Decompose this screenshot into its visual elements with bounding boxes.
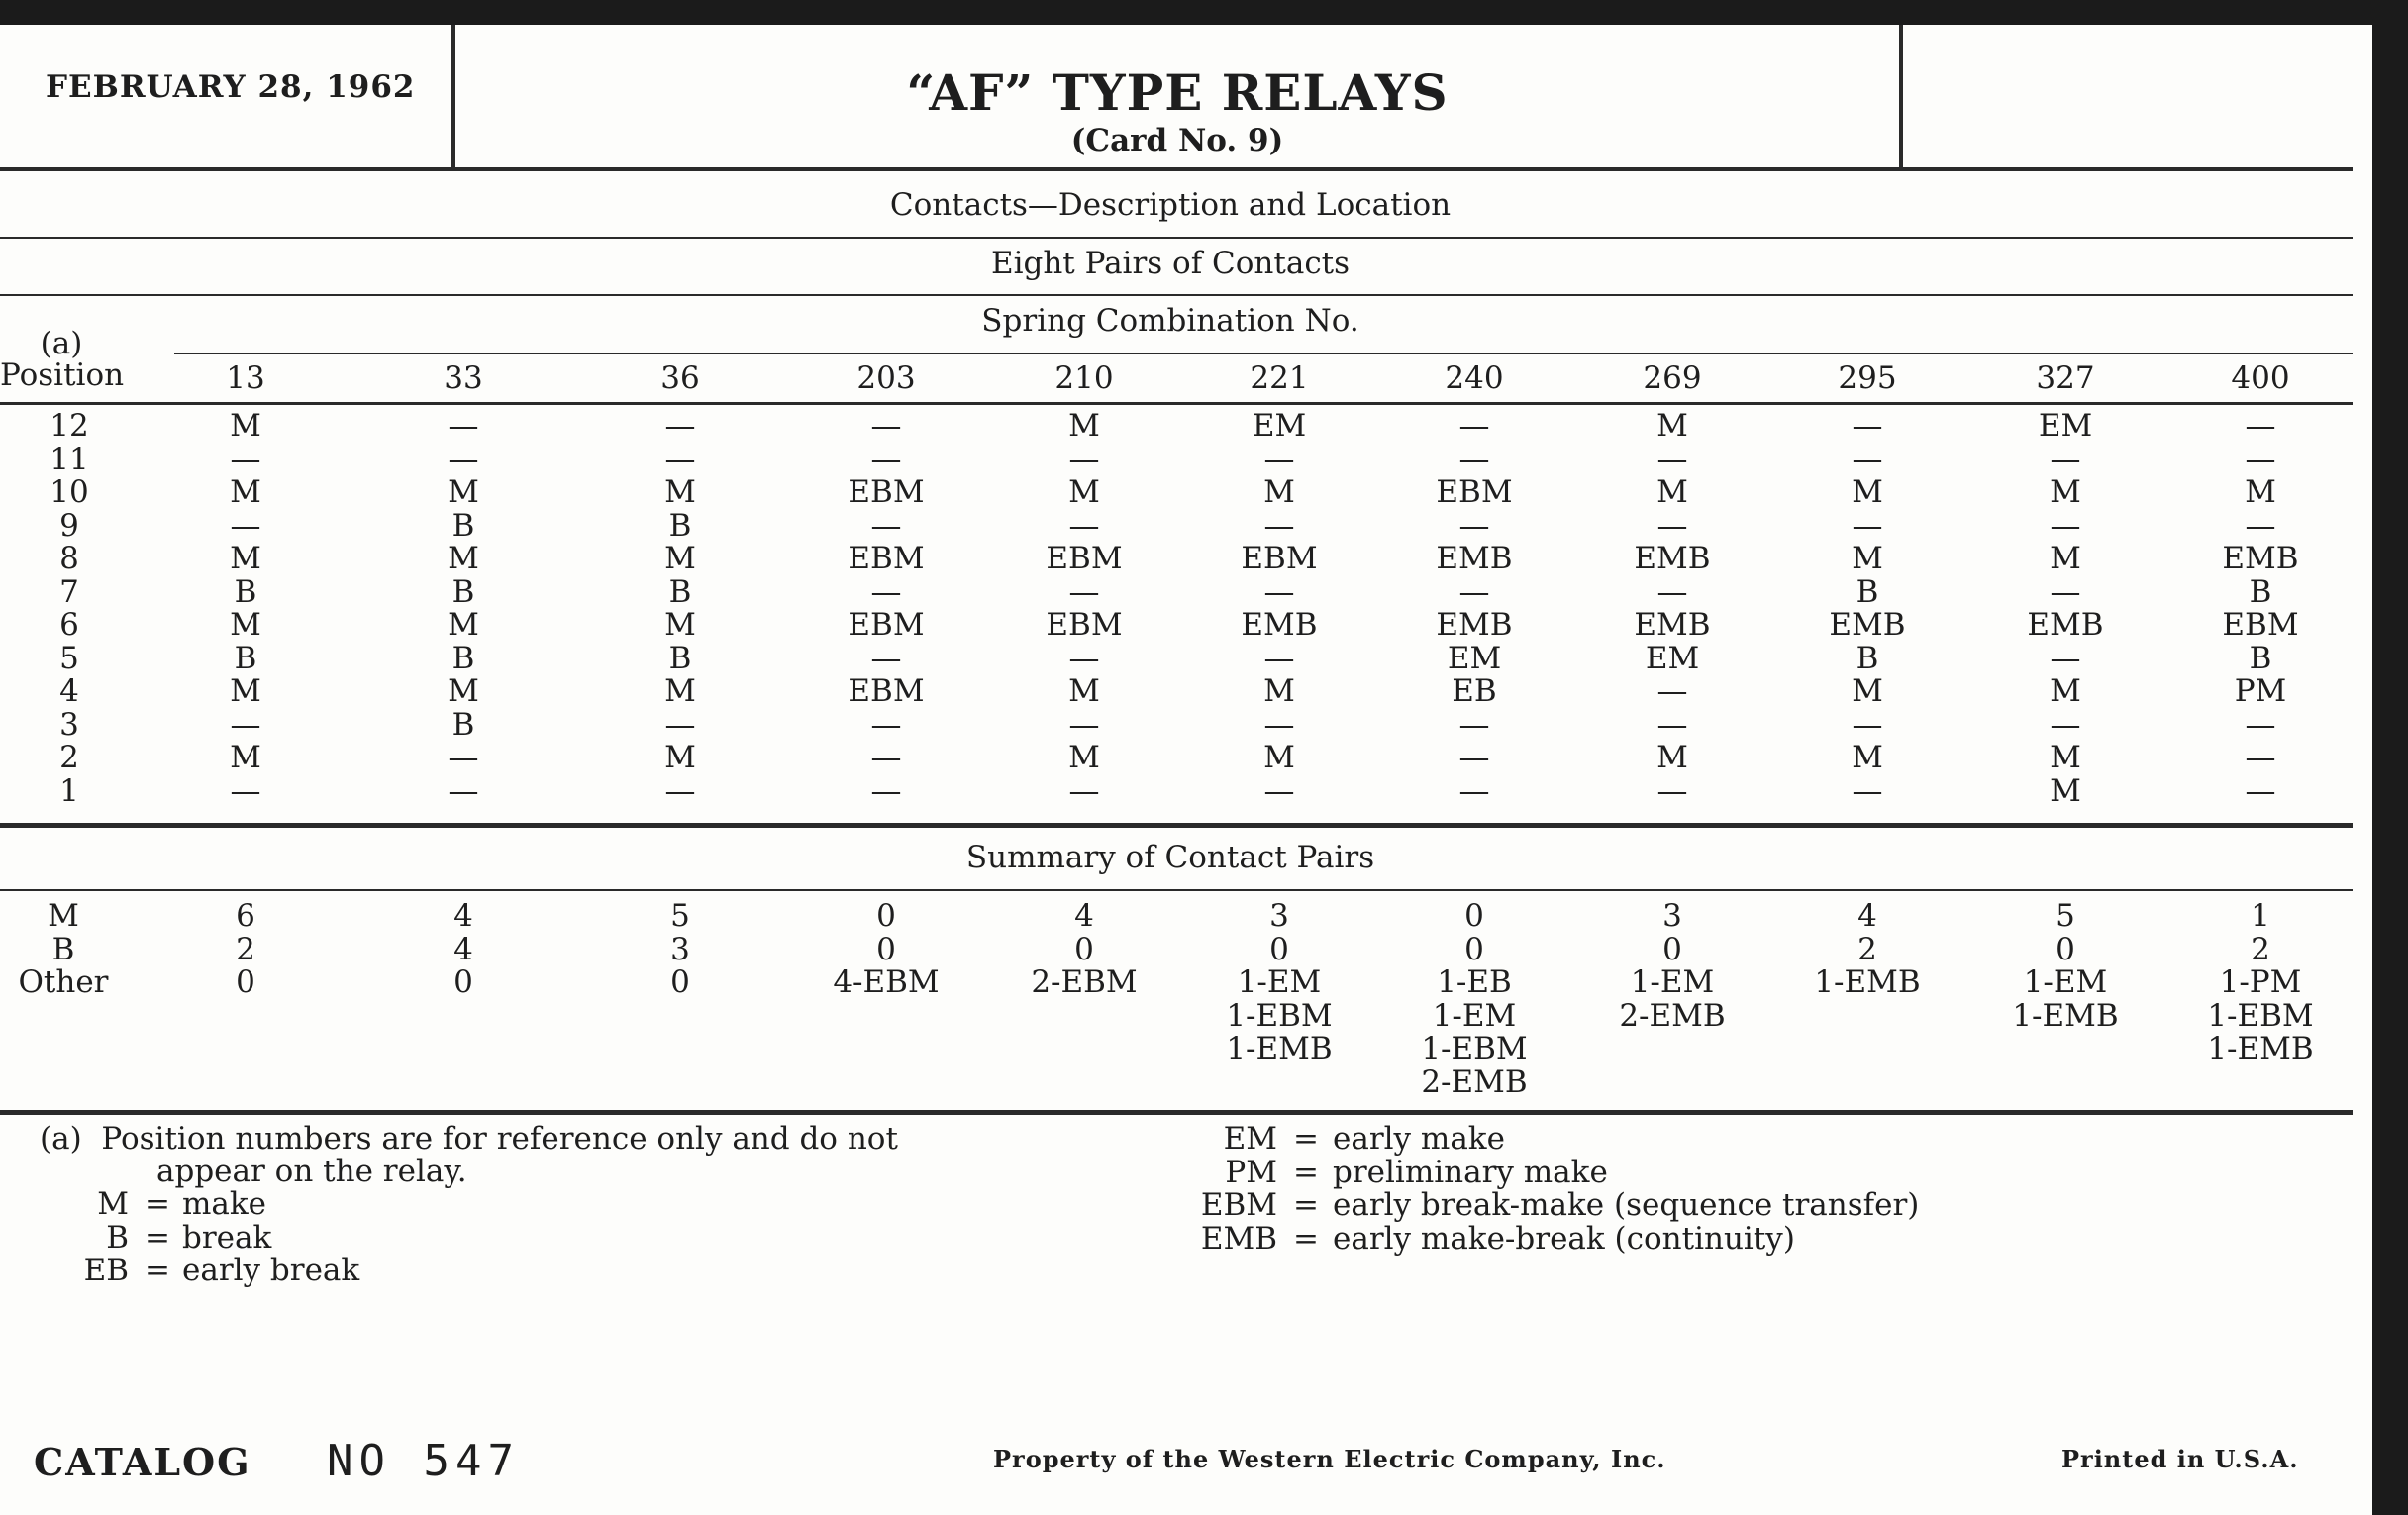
- legend-equals: =: [1293, 1121, 1319, 1157]
- contact-cell: B: [1856, 573, 1879, 610]
- column-header: 203: [856, 360, 916, 396]
- summary-b: 0: [2056, 931, 2075, 967]
- summary-m: 3: [1662, 898, 1682, 934]
- position-label-a: (a): [40, 326, 83, 361]
- summary-other: 1-EM: [1432, 997, 1517, 1034]
- contact-cell: —: [1656, 573, 1688, 610]
- position-number: 11: [50, 441, 89, 477]
- catalog-number: NO 547: [327, 1436, 520, 1486]
- position-number: 1: [59, 772, 79, 809]
- contact-cell: —: [230, 507, 261, 544]
- contact-cell: M: [2050, 541, 2081, 576]
- contact-cell: M: [448, 607, 479, 643]
- legend-equals: =: [1293, 1220, 1319, 1257]
- contact-cell: —: [1656, 507, 1688, 544]
- contact-cell: —: [1852, 507, 1883, 544]
- summary-m: 5: [2056, 898, 2075, 934]
- summary-heading: Summary of Contact Pairs: [965, 840, 1375, 875]
- position-label: Position: [0, 357, 125, 393]
- contact-cell: EM: [2038, 408, 2093, 444]
- contact-cell: M: [1656, 740, 1688, 775]
- contact-cell: —: [1852, 706, 1883, 743]
- contact-cell: —: [2050, 507, 2081, 544]
- contact-cell: —: [1068, 640, 1100, 676]
- summary-row-label: M: [48, 898, 79, 934]
- contact-cell: M: [230, 607, 261, 643]
- contact-cell: —: [2050, 640, 2081, 676]
- summary-m: 1: [2251, 898, 2270, 934]
- summary-other: 0: [453, 964, 473, 1000]
- summary-b: 0: [1662, 931, 1682, 967]
- contact-cell: —: [230, 441, 261, 477]
- contact-cell: EMB: [1241, 607, 1318, 643]
- spring-combination-heading: Spring Combination No.: [981, 303, 1359, 339]
- contact-cell: —: [1458, 573, 1490, 610]
- summary-other: 1-EMB: [1226, 1031, 1333, 1066]
- contact-cell: B: [234, 640, 257, 676]
- rule: [0, 402, 2353, 405]
- contact-cell: —: [2050, 706, 2081, 743]
- contact-cell: EM: [1645, 640, 1700, 676]
- contact-cell: —: [1458, 706, 1490, 743]
- contact-cell: —: [1458, 772, 1490, 809]
- contact-cell: EMB: [1829, 607, 1906, 643]
- contact-cell: M: [448, 541, 479, 576]
- legend-equals: =: [145, 1186, 170, 1222]
- legend-meaning: early make-break (continuity): [1333, 1220, 1795, 1257]
- legend-abbr: EMB: [1200, 1220, 1277, 1257]
- legend-meaning: early make: [1333, 1121, 1505, 1157]
- position-number: 6: [59, 607, 79, 643]
- contact-cell: M: [1068, 408, 1100, 444]
- property-notice: Property of the Western Electric Company, Inc.: [993, 1445, 1666, 1473]
- card-number: (Card No. 9): [1070, 123, 1284, 158]
- contact-cell: —: [1068, 441, 1100, 477]
- summary-other: 2-EMB: [1619, 997, 1726, 1034]
- position-number: 8: [59, 541, 79, 576]
- contact-cell: —: [2245, 507, 2276, 544]
- position-number: 10: [50, 474, 89, 510]
- rule: [0, 823, 2353, 828]
- contact-cell: M: [448, 474, 479, 510]
- contact-cell: EBM: [848, 474, 925, 510]
- column-header: 13: [226, 360, 265, 396]
- contact-cell: EM: [1447, 640, 1502, 676]
- position-number: 3: [59, 706, 79, 743]
- contact-cell: EBM: [848, 541, 925, 576]
- summary-m: 4: [453, 898, 473, 934]
- card-date: FEBRUARY 28, 1962: [46, 69, 416, 105]
- contact-cell: —: [1656, 673, 1688, 709]
- contact-cell: —: [664, 772, 696, 809]
- contact-cell: EBM: [1046, 541, 1123, 576]
- contact-cell: —: [1458, 507, 1490, 544]
- legend-abbr: M: [97, 1186, 129, 1222]
- contact-cell: B: [2249, 573, 2272, 610]
- contact-cell: —: [1656, 706, 1688, 743]
- contact-cell: B: [2249, 640, 2272, 676]
- contact-cell: —: [870, 640, 902, 676]
- summary-m: 3: [1269, 898, 1289, 934]
- contact-cell: —: [1458, 740, 1490, 775]
- contact-cell: —: [1263, 441, 1295, 477]
- legend-meaning: preliminary make: [1333, 1154, 1608, 1190]
- contact-cell: M: [1068, 673, 1100, 709]
- summary-b: 2: [1857, 931, 1877, 967]
- contact-cell: —: [1656, 441, 1688, 477]
- rule: [0, 1110, 2353, 1115]
- contact-cell: —: [1263, 706, 1295, 743]
- contact-cell: —: [2245, 441, 2276, 477]
- contact-cell: —: [1068, 772, 1100, 809]
- contact-cell: M: [1263, 673, 1295, 709]
- legend-meaning: early break-make (sequence transfer): [1333, 1187, 1920, 1223]
- summary-b: 0: [1074, 931, 1094, 967]
- position-number: 2: [59, 740, 79, 775]
- summary-other: 1-EMB: [2012, 997, 2119, 1034]
- summary-m: 0: [1464, 898, 1484, 934]
- column-header: 210: [1054, 360, 1114, 396]
- contact-cell: —: [448, 740, 479, 775]
- summary-other: 1-EMB: [2207, 1031, 2314, 1066]
- contact-cell: —: [1263, 772, 1295, 809]
- legend-equals: =: [1293, 1187, 1319, 1223]
- summary-other: 1-EB: [1437, 964, 1512, 1000]
- header-divider-left: [452, 25, 455, 169]
- summary-m: 4: [1857, 898, 1877, 934]
- summary-other: 1-EBM: [1226, 997, 1333, 1034]
- column-header: 269: [1643, 360, 1702, 396]
- contact-cell: —: [870, 772, 902, 809]
- contact-cell: B: [452, 573, 475, 610]
- contact-cell: —: [1852, 408, 1883, 444]
- header-rule: [0, 167, 2353, 171]
- legend-meaning: break: [182, 1219, 272, 1256]
- contact-cell: M: [1263, 740, 1295, 775]
- contact-cell: M: [2050, 673, 2081, 709]
- contact-cell: M: [1068, 474, 1100, 510]
- contact-cell: M: [230, 474, 261, 510]
- contact-cell: —: [1068, 706, 1100, 743]
- contact-cell: B: [668, 507, 692, 544]
- contact-cell: PM: [2234, 673, 2287, 709]
- contact-cell: —: [2050, 573, 2081, 610]
- contact-cell: —: [870, 740, 902, 775]
- contact-cell: M: [664, 541, 696, 576]
- contact-cell: M: [1656, 408, 1688, 444]
- summary-other: 1-EMB: [1814, 964, 1921, 1000]
- contact-cell: —: [1458, 441, 1490, 477]
- legend-equals: =: [145, 1253, 170, 1288]
- contact-cell: —: [230, 706, 261, 743]
- summary-other: 2-EBM: [1031, 964, 1138, 1000]
- legend-abbr: EBM: [1200, 1187, 1277, 1223]
- contact-cell: M: [1068, 740, 1100, 775]
- summary-m: 6: [236, 898, 255, 934]
- contact-cell: —: [1068, 507, 1100, 544]
- rule: [0, 237, 2353, 239]
- summary-row-label: Other: [18, 964, 109, 1000]
- legend-abbr: EM: [1223, 1121, 1277, 1157]
- contact-cell: EMB: [1634, 607, 1711, 643]
- position-number: 7: [59, 573, 79, 610]
- contact-cell: EBM: [1046, 607, 1123, 643]
- summary-b: 2: [2251, 931, 2270, 967]
- contact-cell: —: [1263, 640, 1295, 676]
- contact-cell: —: [2245, 740, 2276, 775]
- summary-b: 0: [1464, 931, 1484, 967]
- summary-other: 0: [236, 964, 255, 1000]
- contact-cell: —: [870, 507, 902, 544]
- contact-cell: B: [1856, 640, 1879, 676]
- contact-cell: —: [870, 441, 902, 477]
- summary-row-label: B: [51, 931, 75, 967]
- contact-cell: M: [1852, 474, 1883, 510]
- contact-cell: —: [2050, 441, 2081, 477]
- contact-cell: EMB: [2027, 607, 2104, 643]
- contact-cell: M: [664, 607, 696, 643]
- rule: [0, 294, 2353, 296]
- catalog-label: CATALOG: [34, 1440, 251, 1484]
- header-divider-right: [1899, 25, 1903, 169]
- column-header: 240: [1445, 360, 1504, 396]
- summary-other: 1-PM: [2219, 964, 2302, 1000]
- contact-cell: —: [664, 706, 696, 743]
- contact-cell: —: [448, 408, 479, 444]
- contact-cell: M: [230, 541, 261, 576]
- column-header: 33: [444, 360, 483, 396]
- contact-cell: —: [664, 408, 696, 444]
- contact-cell: M: [664, 474, 696, 510]
- contact-cell: B: [452, 507, 475, 544]
- legend-meaning: make: [182, 1186, 267, 1222]
- summary-m: 5: [670, 898, 690, 934]
- legend-meaning: early break: [182, 1253, 360, 1288]
- summary-other: 4-EBM: [833, 964, 940, 1000]
- summary-b: 0: [1269, 931, 1289, 967]
- contact-cell: —: [664, 441, 696, 477]
- contact-cell: M: [230, 408, 261, 444]
- legend-abbr: EB: [83, 1253, 129, 1288]
- section-contacts-heading: Contacts—Description and Location: [889, 187, 1452, 223]
- position-number: 4: [59, 673, 79, 709]
- contact-cell: EBM: [848, 673, 925, 709]
- contact-cell: EMB: [1634, 541, 1711, 576]
- column-header: 221: [1250, 360, 1309, 396]
- legend-equals: =: [145, 1219, 170, 1256]
- section-pairs-heading: Eight Pairs of Contacts: [990, 246, 1351, 281]
- contact-cell: EMB: [1436, 541, 1513, 576]
- summary-other: 1-EBM: [1421, 1031, 1528, 1066]
- legend-abbr: B: [106, 1219, 129, 1256]
- contact-cell: —: [1458, 408, 1490, 444]
- contact-cell: M: [2050, 740, 2081, 775]
- contact-cell: —: [870, 573, 902, 610]
- contact-cell: EM: [1252, 408, 1307, 444]
- column-header: 36: [660, 360, 700, 396]
- contact-cell: —: [870, 408, 902, 444]
- contact-cell: M: [230, 673, 261, 709]
- contact-cell: —: [448, 772, 479, 809]
- contact-cell: EBM: [1241, 541, 1318, 576]
- summary-other: 0: [670, 964, 690, 1000]
- position-number: 12: [50, 408, 89, 444]
- contact-cell: EBM: [2222, 607, 2299, 643]
- contact-cell: —: [1263, 507, 1295, 544]
- legend-abbr: PM: [1225, 1154, 1277, 1190]
- contact-cell: B: [452, 640, 475, 676]
- contact-cell: M: [448, 673, 479, 709]
- summary-other: 2-EMB: [1421, 1063, 1528, 1100]
- contact-cell: M: [664, 740, 696, 775]
- contact-cell: M: [1852, 740, 1883, 775]
- column-header: 400: [2231, 360, 2290, 396]
- summary-m: 0: [876, 898, 896, 934]
- contact-cell: EMB: [2222, 541, 2299, 576]
- contact-cell: M: [1656, 474, 1688, 510]
- contact-cell: EMB: [1436, 607, 1513, 643]
- footnote-a: (a) Position numbers are for reference only and do not: [40, 1121, 898, 1157]
- contact-cell: M: [2245, 474, 2276, 510]
- contact-cell: M: [664, 673, 696, 709]
- summary-m: 4: [1074, 898, 1094, 934]
- contact-cell: M: [2050, 474, 2081, 510]
- contact-cell: M: [1852, 673, 1883, 709]
- contact-cell: —: [870, 706, 902, 743]
- contact-cell: —: [1852, 441, 1883, 477]
- summary-b: 2: [236, 931, 255, 967]
- contact-cell: EBM: [848, 607, 925, 643]
- contact-cell: —: [2245, 772, 2276, 809]
- contact-cell: —: [2245, 408, 2276, 444]
- summary-b: 4: [453, 931, 473, 967]
- contact-cell: EBM: [1436, 474, 1513, 510]
- printed-notice: Printed in U.S.A.: [2061, 1445, 2299, 1473]
- summary-b: 3: [670, 931, 690, 967]
- contact-cell: —: [1068, 573, 1100, 610]
- position-number: 5: [59, 640, 79, 676]
- scan-border-right: [2372, 0, 2408, 1515]
- contact-cell: B: [668, 640, 692, 676]
- contact-cell: M: [2050, 772, 2081, 809]
- contact-cell: —: [1656, 772, 1688, 809]
- contact-cell: —: [448, 441, 479, 477]
- contact-cell: —: [1263, 573, 1295, 610]
- legend-equals: =: [1293, 1154, 1319, 1190]
- page-title: “AF” TYPE RELAYS: [906, 63, 1449, 122]
- footnote-a-cont: appear on the relay.: [156, 1154, 467, 1189]
- contact-cell: M: [1263, 474, 1295, 510]
- contact-cell: EB: [1452, 673, 1497, 709]
- summary-other: 1-EBM: [2207, 997, 2314, 1034]
- scan-border-top: [0, 0, 2408, 25]
- summary-b: 0: [876, 931, 896, 967]
- contact-cell: M: [1852, 541, 1883, 576]
- position-number: 9: [59, 507, 79, 544]
- contact-cell: —: [1852, 772, 1883, 809]
- contact-cell: —: [230, 772, 261, 809]
- contact-cell: —: [2245, 706, 2276, 743]
- summary-other: 1-EM: [2023, 964, 2108, 1000]
- summary-other: 1-EM: [1237, 964, 1322, 1000]
- summary-other: 1-EM: [1630, 964, 1715, 1000]
- contact-cell: B: [668, 573, 692, 610]
- column-header: 327: [2036, 360, 2095, 396]
- contact-cell: B: [452, 706, 475, 743]
- contact-cell: M: [230, 740, 261, 775]
- column-header: 295: [1838, 360, 1897, 396]
- contact-cell: B: [234, 573, 257, 610]
- rule: [0, 889, 2353, 891]
- rule: [174, 353, 2353, 354]
